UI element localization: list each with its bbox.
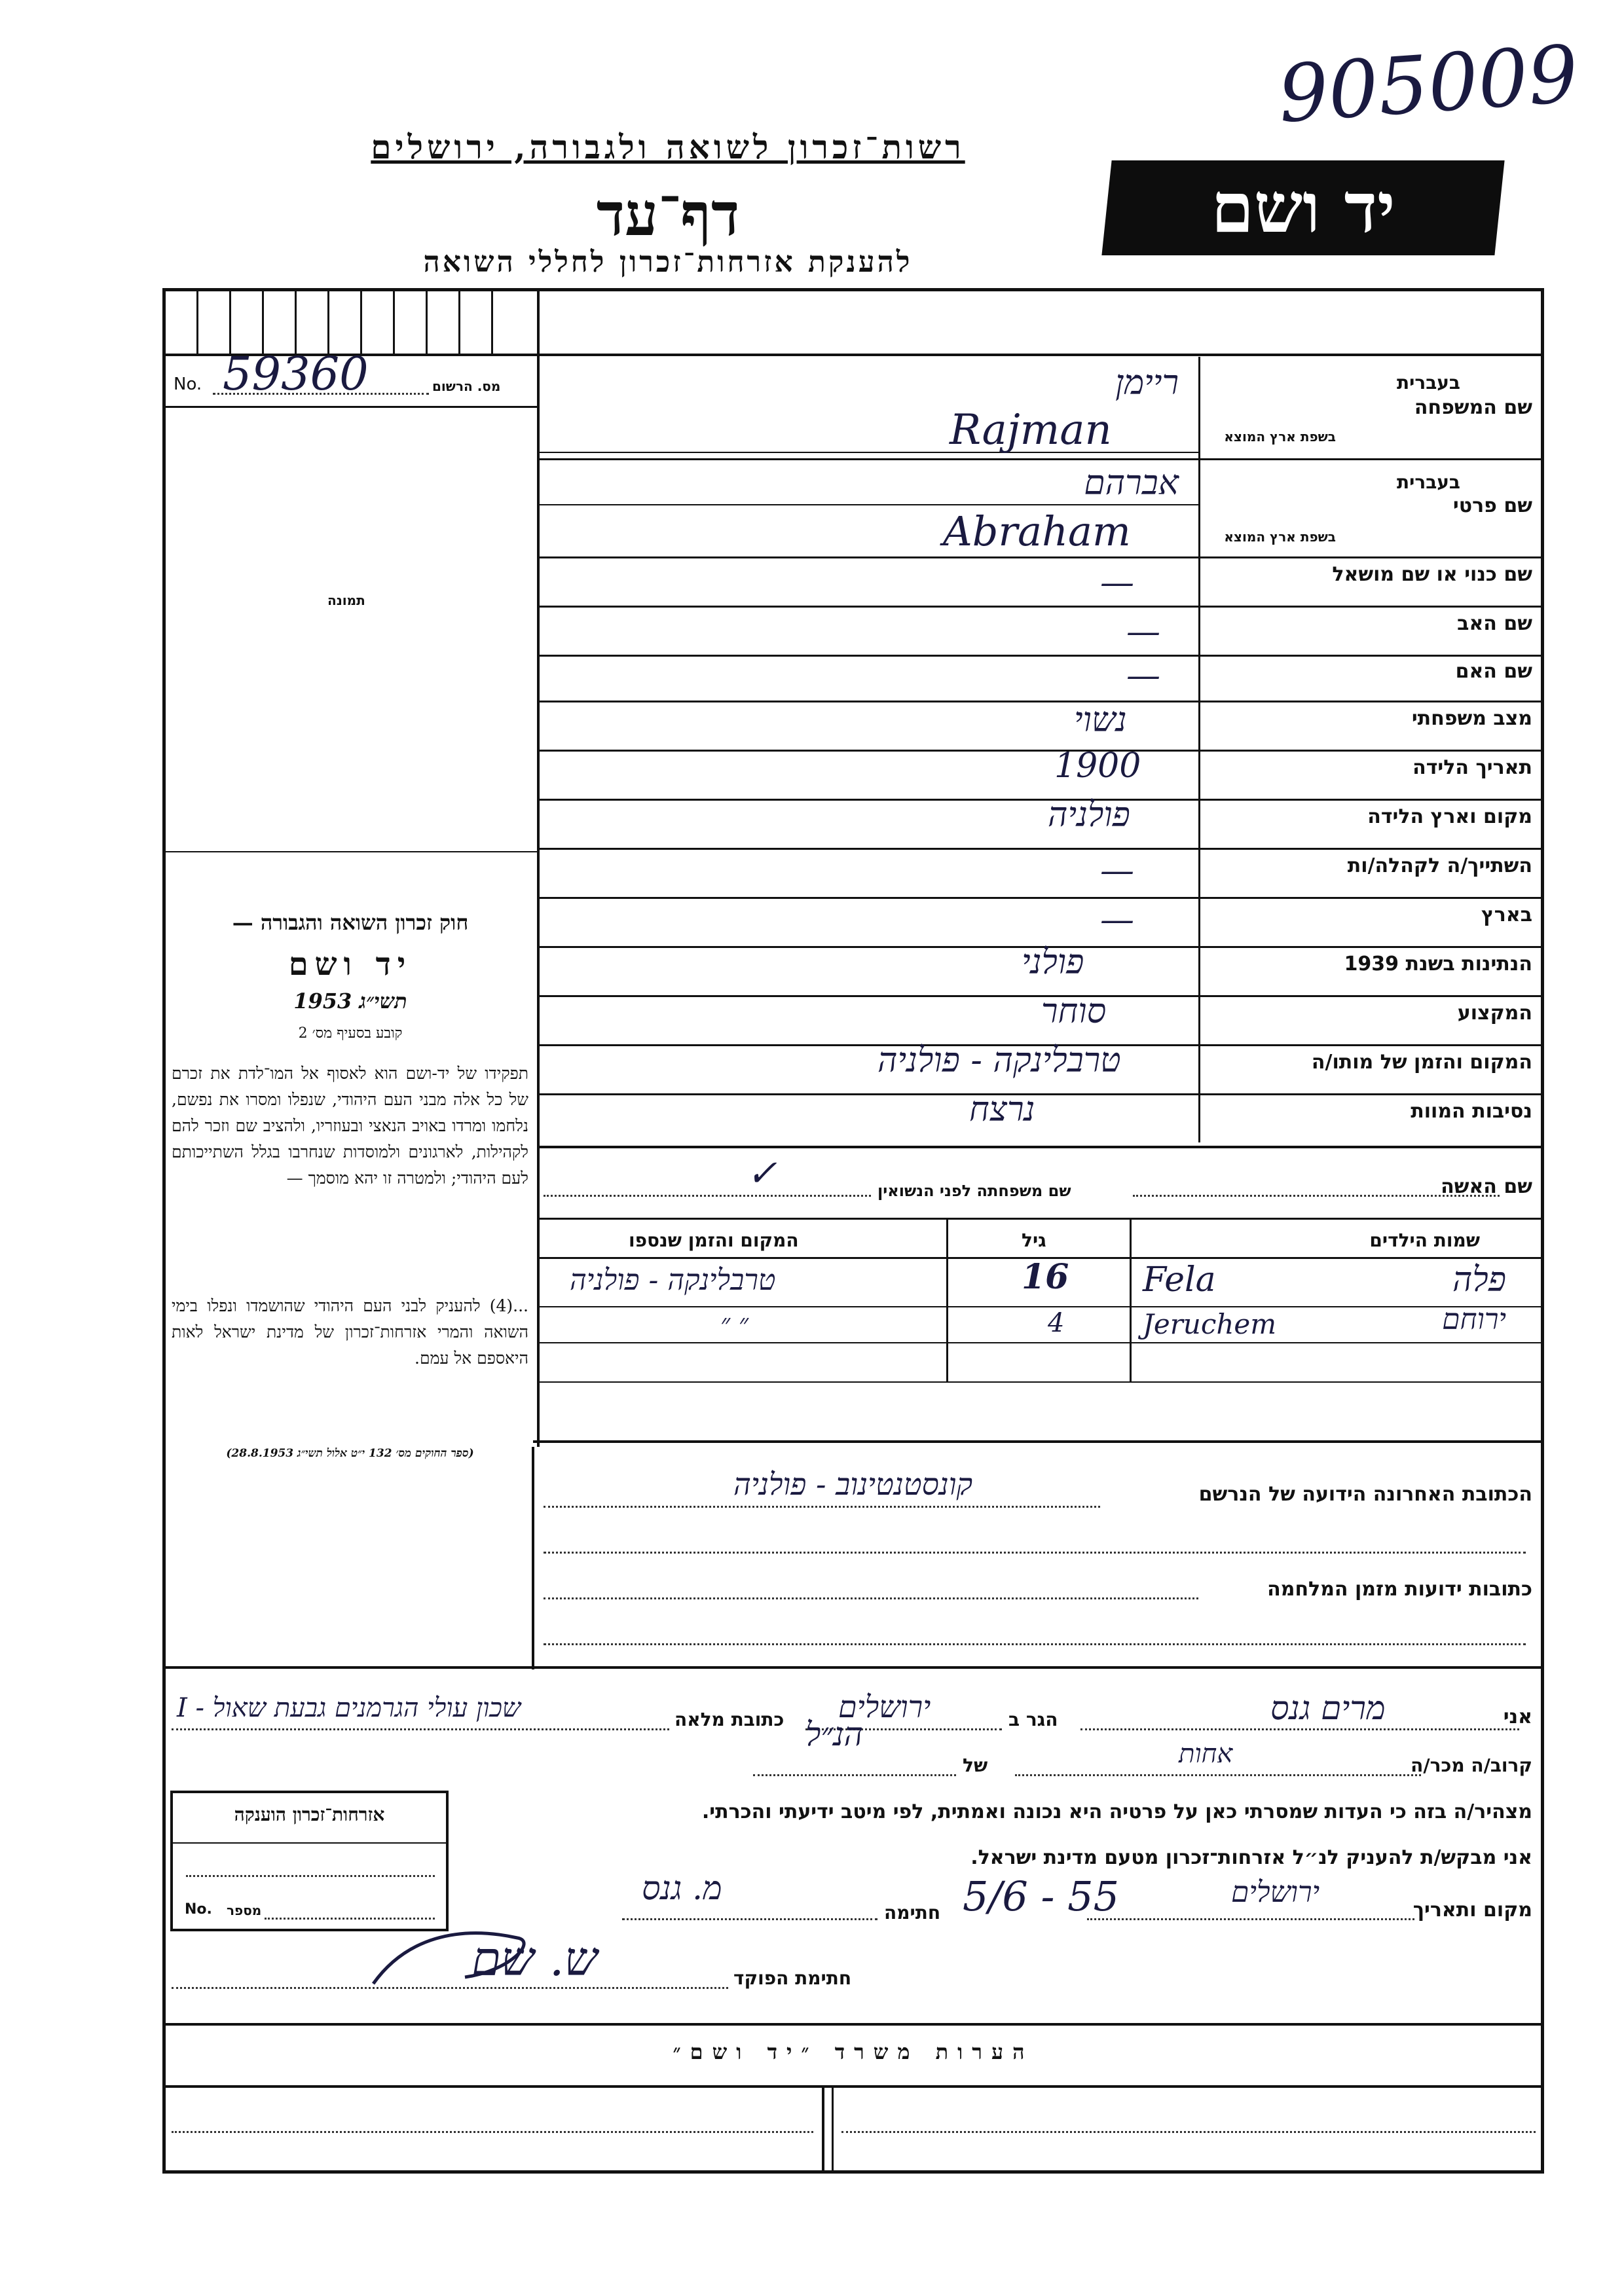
law-source: (ספר החוקים מס׳ 132 י״ט אלול תשי״ג 28.8.1953) <box>226 1447 474 1460</box>
registration-no-label: No. <box>174 374 202 394</box>
place-date-label: מקום ותאריך <box>1412 1899 1532 1922</box>
marital-value: נשוי <box>1074 701 1127 740</box>
child-age: 4 <box>1048 1308 1065 1338</box>
wartime-address-label: כתובות ידועות מזמן המלחמה <box>1267 1578 1532 1601</box>
child-place: טרבלינקה - פולניה <box>570 1264 776 1297</box>
child-name-hebrew: פלה <box>1452 1260 1506 1300</box>
death-place-value: טרבלינקה - פולניה <box>877 1041 1121 1080</box>
authority-title: רשות־זכרון לשואה ולגבורה, ירושלים <box>371 128 965 166</box>
law-title: חוק זכרון השואה והגבורה — <box>232 910 469 935</box>
marital-label: מצב משפחתי <box>1411 707 1532 730</box>
birthplace-label: מקום וארץ הלידה <box>1367 805 1532 828</box>
law-name: יד ושם <box>288 946 413 983</box>
children-place-header: המקום והזמן שנספו <box>629 1230 799 1251</box>
photo-label: תמונה <box>327 592 365 608</box>
law-clause: קובע בסעיף מס׳ 2 <box>298 1025 403 1042</box>
birthdate-value: 1900 <box>1054 746 1141 786</box>
surname-hebrew-value: ריימן <box>1115 363 1179 403</box>
birthplace-value: פולניה <box>1048 795 1130 835</box>
office-notes-title: הערות משרד ״יד ושם״ <box>673 2039 1034 2064</box>
page-subtitle: להענקת אזרחות־זכרון לחללי השואה <box>423 246 913 279</box>
law-text-paragraph-1: תפקידו של יד-ושם הוא לאסוף אל המו־לדת את זכרם של כל אלה מבני העם היהודי, שנפלו ומסרו את נפשם, נלחמו ומרדו באויב הנאצי ובעוזריו, ולהציב שם וזכר להם לקהילות, לארגונים ולמוסדות שנחרבו בגלל השתייכותם לעם היהודי; ולמטרה זו יהא מוסמך — <box>172 1064 528 1188</box>
firstname-hebrew-value: אברהם <box>1084 464 1179 503</box>
community-value: — <box>1100 851 1134 890</box>
declarant-ani-label: אני <box>1503 1705 1532 1728</box>
profession-value: סוחר <box>1041 992 1107 1031</box>
children-names-header: שמות הילדים <box>1369 1230 1480 1251</box>
declarant-of-label: של <box>963 1755 988 1776</box>
surname-hebrew-sublabel: בעברית <box>1396 372 1460 393</box>
citizenship-value: פולני <box>1022 943 1084 982</box>
declarant-relation-value: אחות <box>1179 1739 1233 1769</box>
country-value: — <box>1100 900 1134 939</box>
child-name-local: Jeruchem <box>1143 1308 1277 1340</box>
birthdate-label: תאריך הלידה <box>1412 756 1532 779</box>
archive-stamp-number: 905009 <box>1275 29 1581 141</box>
citizenship-label: הנתינות בשנת 1939 <box>1344 953 1532 975</box>
law-year: תשי״ג 1953 <box>293 989 407 1013</box>
child-age: 16 <box>1022 1257 1069 1297</box>
signature-value: מ. גנס <box>642 1869 722 1907</box>
place-value: ירושלים <box>1231 1876 1320 1909</box>
death-place-label: המקום והזמן של מותו/ה <box>1311 1051 1532 1074</box>
last-address-value: קונסטנטינוב - פולניה <box>733 1467 973 1502</box>
registration-number: 59360 <box>223 347 369 401</box>
granted-box-number-label: מספר <box>227 1903 262 1918</box>
nickname-value: — <box>1100 563 1134 602</box>
declaration-text: מצהיר/ה בזה כי העדות שמסרתי כאן על פרטיה היא נכונה ואמתית, לפי מיטב ידיעתי והכרתי. <box>701 1800 1532 1823</box>
firstname-local-value: Abraham <box>943 507 1131 555</box>
wife-maiden-label: שם משפחתה לפני הנשואין <box>877 1182 1071 1200</box>
profession-label: המקצוע <box>1457 1002 1532 1025</box>
community-label: השתייך/ה לקהלה/ות <box>1347 854 1532 877</box>
granted-box <box>170 1791 449 1931</box>
registration-label: מס. הרשום <box>432 378 501 394</box>
declarant-address-label: כתובת מלאה <box>674 1709 784 1730</box>
nickname-label: שם כנוי או שם מושאל <box>1332 563 1532 586</box>
wife-label: שם האשה <box>1441 1175 1532 1198</box>
logo-text: יד ושם <box>1211 167 1395 248</box>
declarant-city-value: ירושלים <box>838 1689 931 1724</box>
surname-local-sublabel: בשפת ארץ המוצא <box>1224 429 1336 445</box>
firstname-hebrew-sublabel: בעברית <box>1396 471 1460 493</box>
mother-label: שם האם <box>1455 660 1532 683</box>
official-signature-label: חתימת הפוקד <box>733 1967 852 1989</box>
declarant-address-value: שכון עולי הגרמנים גבעת שאול - I <box>177 1693 521 1723</box>
date-value: 5/6 - 55 <box>963 1872 1120 1920</box>
page-title: דף־עד <box>596 180 740 249</box>
child-name-local: Fela <box>1143 1260 1216 1300</box>
declarant-name-value: מרים גנס <box>1270 1689 1386 1727</box>
child-name-hebrew: ירוחם <box>1442 1303 1506 1336</box>
official-signature-value: ש. שם <box>471 1931 598 1986</box>
surname-local-value: Rajman <box>950 406 1112 454</box>
granted-box-no-label: No. <box>185 1901 212 1918</box>
surname-label: שם המשפחה <box>1414 396 1532 419</box>
wife-value: ✓ <box>747 1152 777 1195</box>
law-text-paragraph-2: ...(4) להעניק לבני העם היהודי שהושמדו ונפלו בימי השואה והמרי אזרחות־זכרון של מדינת ישראל לאות היאספם אל עמם. <box>172 1296 528 1368</box>
declarant-relation-label: קרוב/ה מכר/ה <box>1411 1755 1532 1776</box>
firstname-local-sublabel: בשפת ארץ המוצא <box>1224 529 1336 545</box>
declarant-lives-label: הגר ב <box>1008 1709 1058 1730</box>
declarant-of-value: הנ״ל <box>805 1715 863 1753</box>
yad-vashem-logo <box>1101 160 1504 255</box>
mother-value: — <box>1126 656 1160 695</box>
country-label: בארץ <box>1481 903 1532 926</box>
child-place: ״ ״ <box>720 1309 749 1339</box>
children-age-header: גיל <box>1022 1230 1046 1251</box>
granted-box-title: אזרחות־זכרון הוענקה <box>234 1804 385 1825</box>
firstname-label: שם פרטי <box>1452 494 1532 517</box>
last-address-label: הכתובת האחרונה הידועה של הנרשם <box>1198 1483 1532 1506</box>
signature-label: חתימה <box>884 1902 941 1923</box>
death-circumstances-label: נסיבות המוות <box>1411 1100 1532 1123</box>
death-circumstances-value: נרצח <box>969 1090 1035 1129</box>
father-label: שם האב <box>1457 612 1532 635</box>
father-value: — <box>1126 612 1160 651</box>
request-text: אני מבקש/ת להעניק לנ״ל אזרחות־זכרון מטעם מדינת ישראל. <box>970 1846 1532 1869</box>
